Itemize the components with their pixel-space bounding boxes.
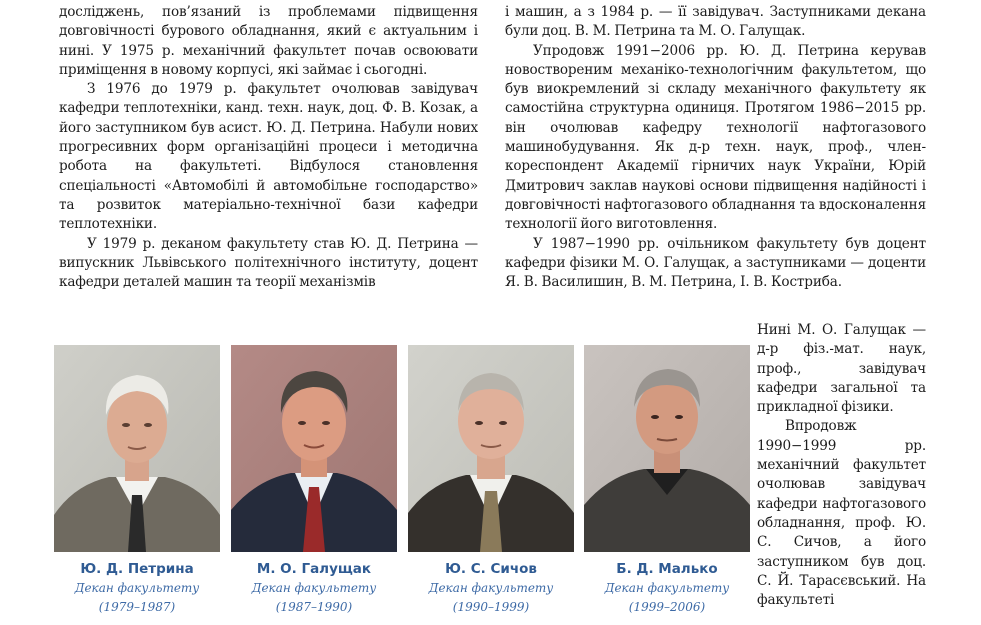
paragraph: У 1979 р. деканом факультету став Ю. Д. Петрина — випускник Львівського політехнічного інституту, доцент кафедри деталей машин та теорії механізмів [59, 235, 478, 291]
portrait-caption [231, 560, 397, 617]
paragraph: З 1976 до 1979 р. факультет очолював завідувач кафедри теплотехніки, канд. техн. наук, доц. Ф. В. Козак, а його заступником був асист. Ю. Д. Петрина. Набули нових прогресивних форм організаційні процеси і методична робота на факультеті. Відбулося становлення спеціальності «Автомобілі й автомобільне господарство» та розвиток матеріально-технічної бази кафедри теплотехніки. [59, 81, 478, 233]
paragraph: У 1987−1990 рр. очільником факультету був доцент кафедри фізики М. О. Галущак, а заступниками — доценти Я. В. Василишин, В. М. Петрина, І. В. Кострибa. [505, 235, 926, 291]
portrait-photo-petryna [54, 345, 220, 552]
portrait-years: (1987–1990) [275, 600, 353, 614]
portrait-caption [408, 560, 574, 617]
portrait-photo-halushchak [231, 345, 397, 552]
portrait-caption [54, 560, 220, 617]
portrait-years: (1979–1987) [98, 600, 176, 614]
right-text-column [505, 3, 926, 292]
left-text-column [59, 3, 478, 292]
portrait-role: Декан факультету [428, 581, 554, 595]
paragraph: і машин, а з 1984 р. — її завідувач. Заступниками декана були доц. В. М. Петрина та М. О. Галущак. [505, 4, 926, 40]
paragraph: Нині М. О. Галущак — д-р фіз.-мат. наук, проф., завідувач кафедри загальної та прикладної фізики. [757, 322, 926, 416]
portrait-name: Ю. Д. Петрина [80, 561, 194, 577]
paragraph: Упродовж 1991−2006 рр. Ю. Д. Петрина керував новоствореним механіко-технологічним факультетом, що був виокремлений зі складу механічного факультету як самостійна структурна одиниця. Протягом 1986−2015 рр. він очолював кафедру технології нафтогазового машинобудування. Як д-р техн. наук, проф., член-кореспондент Академії гірничих наук України, Юрій Дмитрович заклав наукові основи підвищення надійності і довговічності нафтогазового обладнання та вдосконалення технології його виготовлення. [505, 42, 926, 233]
portrait-name: М. О. Галущак [256, 561, 372, 577]
portrait-years: (1990–1999) [452, 600, 530, 614]
portrait-name: Ю. С. Сичов [445, 561, 537, 577]
portrait-role: Декан факультету [604, 581, 730, 595]
portrait-photo-malko [584, 345, 750, 552]
right-narrow-text-column [757, 321, 926, 610]
paragraph: досліджень, пов’язаний із проблемами підвищення довговічності бурового обладнання, який є актуальним і нині. У 1975 р. механічний факультет почав освоювати приміщення в новому корпусі, які займає і сьогодні. [59, 4, 478, 78]
portrait-role: Декан факультету [251, 581, 377, 595]
portrait-role: Декан факультету [74, 581, 200, 595]
portrait-name: Б. Д. Малько [616, 561, 718, 577]
portrait-caption [584, 560, 750, 617]
portrait-years: (1999–2006) [628, 600, 706, 614]
paragraph: Впродовж 1990−1999 рр. механічний факультет очолював завідувач кафедри нафтогазового обладнання, проф. Ю. С. Сичов, а його заступником був доц. С. Й. Тарасєвський. На факультеті [757, 418, 926, 609]
portrait-photo-sychov [408, 345, 574, 552]
